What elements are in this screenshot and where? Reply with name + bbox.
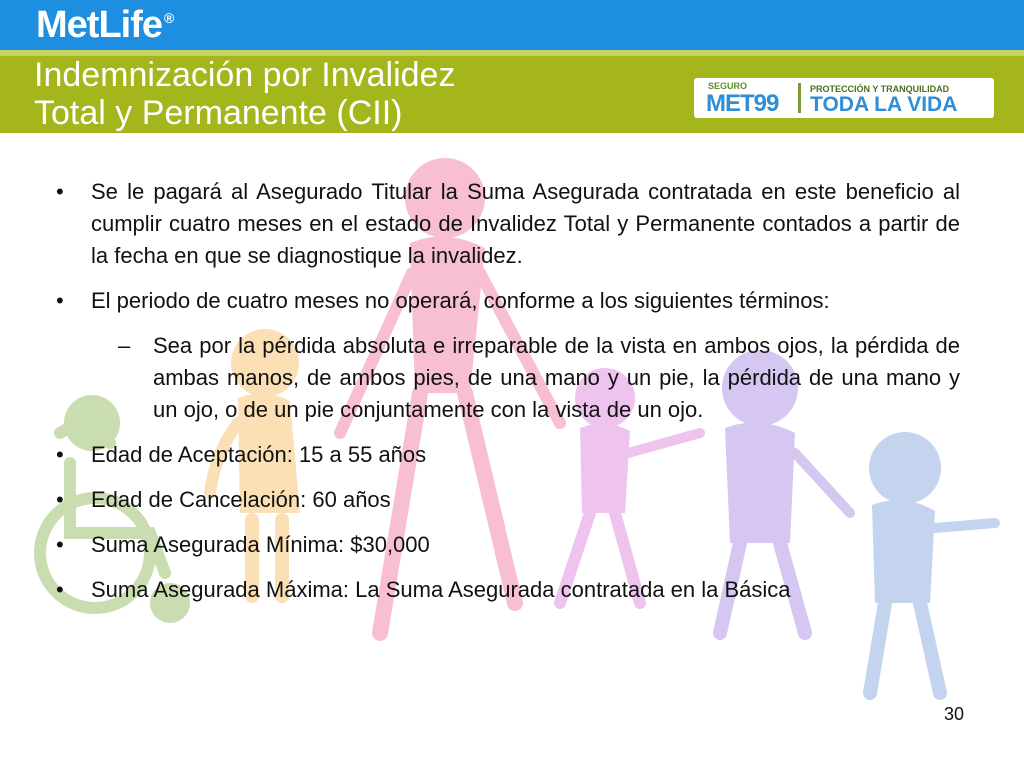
brand-tagline-small: PROTECCIÓN Y TRANQUILIDAD	[810, 84, 950, 94]
brand-tagline-big: TODA LA VIDA	[810, 93, 958, 116]
bullet-item	[56, 439, 960, 471]
slide-title-line-2: Total y Permanente (CII)	[34, 94, 403, 132]
dash-mark: –	[118, 333, 131, 358]
bullet-item	[56, 529, 960, 561]
slide-title-line-1: Indemnización por Invalidez	[34, 56, 456, 94]
brand-met99: MET99	[706, 90, 779, 117]
bullet-text: El periodo de cuatro meses no operará, conforme a los siguientes términos:	[91, 288, 830, 313]
bullet-item	[56, 285, 960, 317]
bullet-mark: •	[56, 179, 64, 204]
brand-divider	[798, 83, 801, 113]
sub-bullet-text: Sea por la pérdida absoluta e irreparable de la vista en ambos ojos, la pérdida de ambas manos, de ambos pies, de una mano y un pie, la pérdida de una mano y un ojo, o de un pie conjuntamente con la vista de un ojo.	[153, 333, 960, 422]
bullet-text: Edad de Cancelación: 60 años	[91, 487, 391, 512]
metlife-logo	[36, 4, 173, 47]
brand-seguro: SEGURO	[708, 81, 748, 91]
bullet-mark: •	[56, 442, 64, 467]
bullet-mark: •	[56, 532, 64, 557]
logo-text: MetLife	[36, 4, 162, 46]
bullet-item	[56, 574, 960, 606]
seguro-met99-logo	[694, 78, 994, 118]
registered-mark: ®	[164, 10, 174, 26]
header-bar	[0, 0, 1024, 50]
bullet-mark: •	[56, 288, 64, 313]
bullet-mark: •	[56, 577, 64, 602]
bullet-item	[56, 484, 960, 516]
bullet-text: Se le pagará al Asegurado Titular la Suma Asegurada contratada en este beneficio al cumplir cuatro meses en el estado de Invalidez Total y Permanente contados a partir de la fecha en que se diagnostique la invalidez.	[91, 179, 960, 268]
bullet-text: Suma Asegurada Mínima: $30,000	[91, 532, 430, 557]
bullet-text: Edad de Aceptación: 15 a 55 años	[91, 442, 427, 467]
bullet-mark: •	[56, 487, 64, 512]
slide-body	[56, 176, 960, 619]
slide-title	[34, 56, 455, 132]
bullet-text: Suma Asegurada Máxima: La Suma Asegurada contratada en la Básica	[91, 577, 791, 602]
bullet-item	[56, 176, 960, 272]
sub-bullet-item	[118, 330, 960, 426]
page-number: 30	[943, 704, 964, 724]
